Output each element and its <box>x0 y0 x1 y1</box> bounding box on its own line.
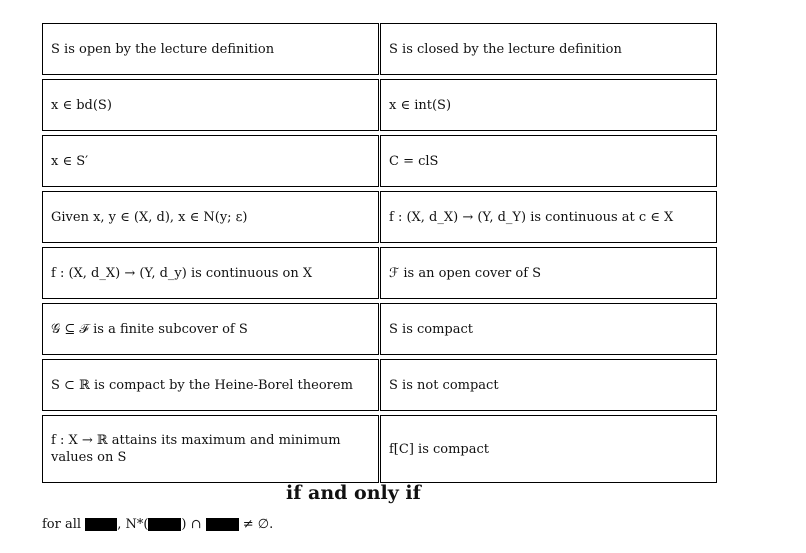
definition-sentence <box>42 517 273 532</box>
statement-text: S is open by the lecture definition <box>51 41 275 57</box>
statement-card[interactable] <box>42 135 379 187</box>
statement-card[interactable] <box>42 247 379 299</box>
grid-row <box>42 359 717 411</box>
statement-card[interactable] <box>42 303 379 355</box>
statement-card[interactable] <box>380 191 717 243</box>
statement-text: f : X → ℝ attains its maximum and minimum values on S <box>51 433 341 465</box>
grid-row <box>42 303 717 355</box>
statement-card[interactable] <box>380 359 717 411</box>
statement-card[interactable] <box>380 135 717 187</box>
statement-text: Given x, y ∈ (X, d), x ∈ N(y; ε) <box>51 209 248 225</box>
drop-slot[interactable] <box>148 518 181 531</box>
statement-text: x ∈ int(S) <box>389 97 452 113</box>
statement-card[interactable] <box>380 23 717 75</box>
grid-row <box>42 191 717 243</box>
sentence-part: ) ∩ <box>181 517 206 532</box>
statement-text: f[C] is compact <box>389 441 490 457</box>
statement-text: f : (X, d_X) → (Y, d_y) is continuous on X <box>51 265 313 281</box>
statement-card[interactable] <box>380 303 717 355</box>
grid-row <box>42 247 717 299</box>
statement-grid <box>42 23 717 487</box>
statement-card[interactable] <box>42 191 379 243</box>
grid-row <box>42 23 717 75</box>
sentence-part: , N*( <box>117 517 149 532</box>
statement-text: ℱ is an open cover of S <box>389 265 542 281</box>
statement-text: x ∈ S′ <box>51 153 89 169</box>
statement-card[interactable] <box>42 79 379 131</box>
statement-card[interactable] <box>380 247 717 299</box>
statement-card[interactable] <box>42 359 379 411</box>
statement-text: x ∈ bd(S) <box>51 97 112 113</box>
statement-card[interactable] <box>380 79 717 131</box>
statement-text: f : (X, d_X) → (Y, d_Y) is continuous at c ∈ X <box>389 209 674 225</box>
statement-card[interactable] <box>380 415 717 483</box>
drop-slot[interactable] <box>206 518 239 531</box>
statement-text: S is compact <box>389 321 474 337</box>
sentence-suffix: ≠ ∅. <box>238 517 274 532</box>
drop-slot[interactable] <box>85 518 117 531</box>
grid-row <box>42 135 717 187</box>
statement-text: S is closed by the lecture definition <box>389 41 622 57</box>
sentence-prefix: for all <box>42 517 86 532</box>
statement-text: S ⊂ ℝ is compact by the Heine-Borel theorem <box>51 377 353 393</box>
statement-card[interactable] <box>42 23 379 75</box>
statement-card[interactable] <box>42 415 379 483</box>
grid-row <box>42 415 717 483</box>
grid-row <box>42 79 717 131</box>
statement-text: 𝒢 ⊆ ℱ is a finite subcover of S <box>51 321 248 337</box>
statement-text: S is not compact <box>389 377 499 393</box>
connective-heading: if and only if <box>286 482 421 504</box>
statement-text: C = clS <box>389 153 439 169</box>
